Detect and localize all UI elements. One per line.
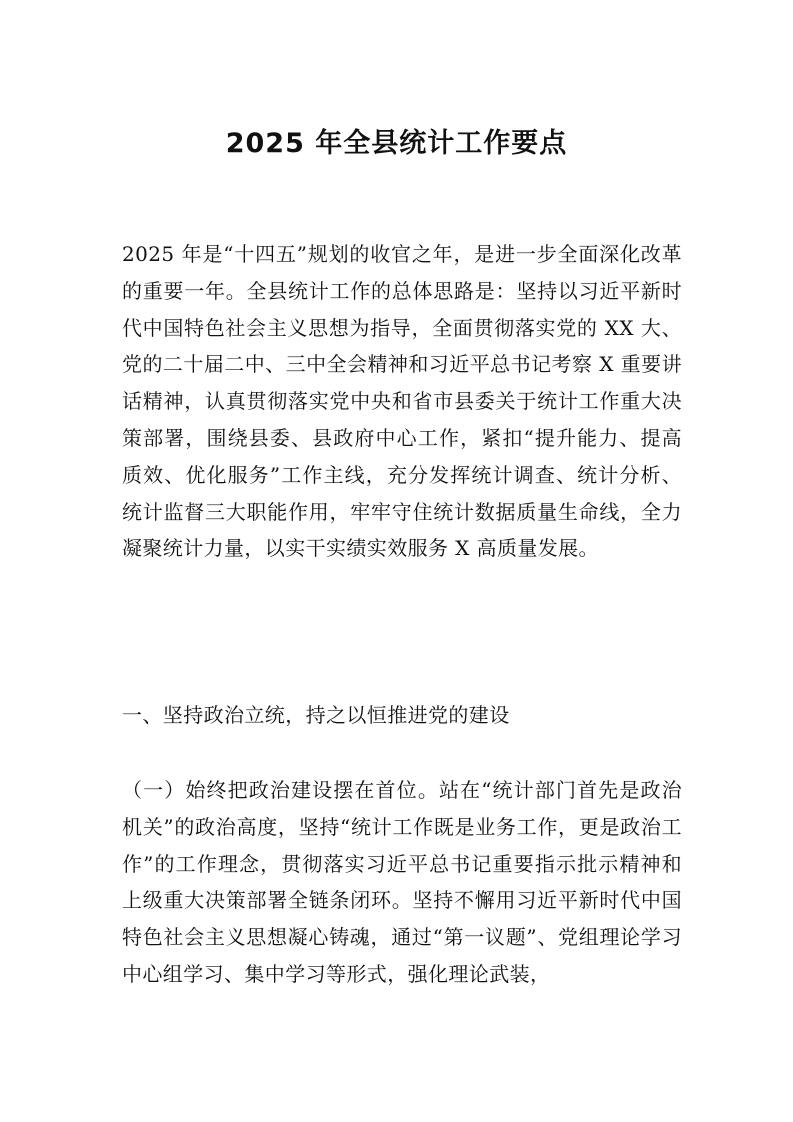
section-paragraph: （一）始终把政治建设摆在首位。站在“统计部门首先是政治机关”的政治高度，坚持“统计工作既是业务工作，更是政治工作”的工作理念，贯彻落实习近平总书记重要指示批示精神和上级重大决策部署全链条闭环。坚持不懈用习近平新时代中国特色社会主义思想凝心铸魂，通过“第一议题”、党组理论学习中心组学习、集中学习等形式，强化理论武装， bbox=[122, 778, 682, 986]
intro-paragraph: 2025 年是“十四五”规划的收官之年，是进一步全面深化改革的重要一年。全县统计工作的总体思路是：坚持以习近平新时代中国特色社会主义思想为指导，全面贯彻落实党的 XX 大、党的二十届二中、三中全会精神和习近平总书记考察 X 重要讲话精神，认真贯彻落实党中央和省市县委关于统计工作重大决策部署，围绕县委、县政府中心工作，紧扣“提升能力、提高质效、优化服务”工作主线，充分发挥统计调查、统计分析、统计监督三大职能作用，牢牢守住统计数据质量生命线，全力凝聚统计力量，以实干实绩实效服务 X 高质量发展。 bbox=[122, 242, 682, 561]
document-title: 2025 年全县统计工作要点 bbox=[225, 128, 568, 159]
section-heading: 一、坚持政治立统，持之以恒推进党的建设 bbox=[122, 703, 510, 727]
